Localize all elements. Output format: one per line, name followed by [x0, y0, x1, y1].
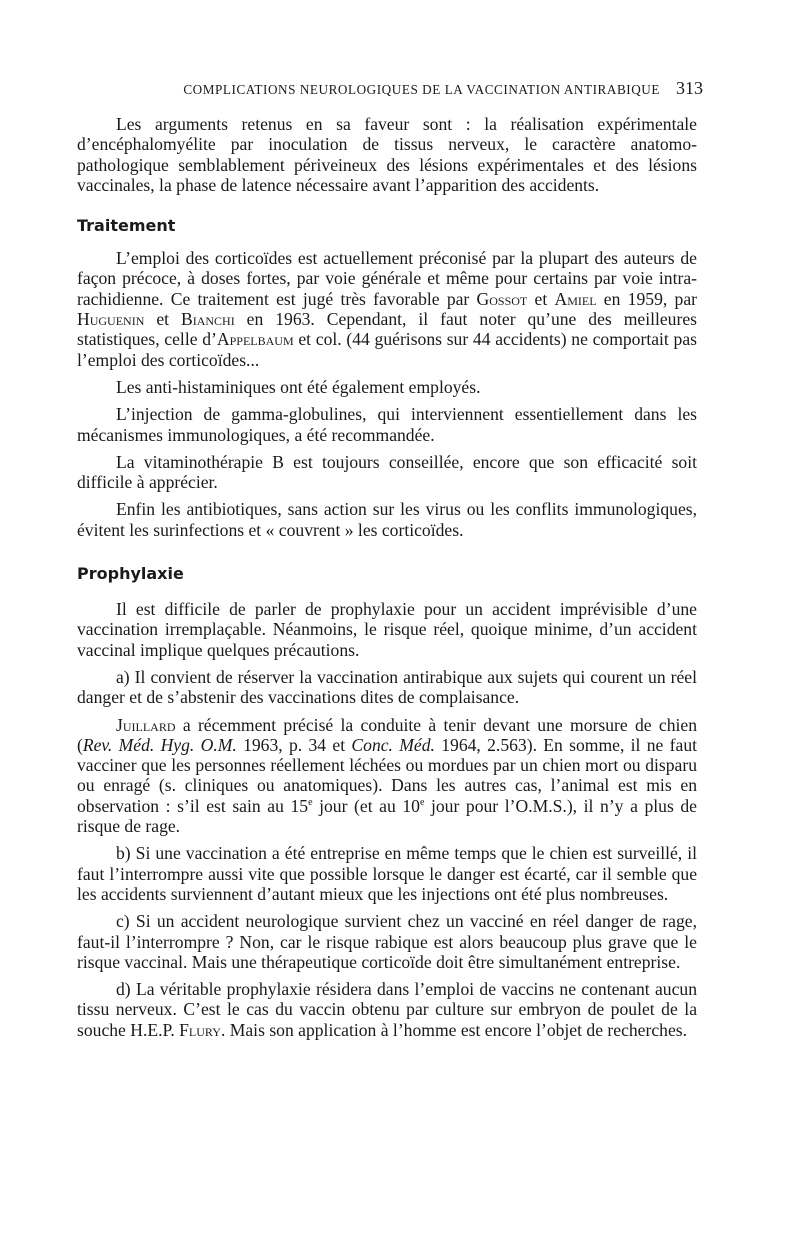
author-amiel: Amiel [554, 288, 597, 309]
page-header [0, 78, 703, 99]
text-run: jour (et au 10 [312, 795, 420, 816]
text-run: . Mais son application à l’homme est encore l’objet de recherches. [220, 1019, 688, 1040]
intro-paragraph: Les arguments retenus en sa faveur sont : la réalisation expérimentale d’encéphalomyélite par inoculation de tissus nerveux, le caractère anatomo-pathologique semblablement périveineux des lésions expérimentales et des lésions vaccinales, la phase de latence nécessaire avant l’apparition des accidents. [77, 114, 697, 195]
text-run: a récemment précisé la conduite à tenir devant une morsure de chien ( [77, 714, 697, 755]
author-huguenin: Huguenin [77, 309, 145, 330]
text-run: en 1963. Cependant, il faut noter qu’une des meilleures statistiques, celle d’ [77, 309, 697, 350]
text-run: et [527, 288, 555, 309]
author-flury: Flury [179, 1019, 221, 1040]
section-heading-prophylaxie: Prophylaxie [77, 564, 184, 584]
text-run: et col. (44 guérisons sur 44 accidents) ne comportait pas l’emploi des corticoïdes... [77, 329, 697, 370]
reference-conc-med: Conc. Méd. [351, 734, 435, 755]
author-gossot: Gossot [476, 288, 528, 309]
prophylaxie-paragraph-1: Il est difficile de parler de prophylaxie pour un accident imprévisible d’une vaccination irremplaçable. Néanmoins, le risque réel, quoique minime, d’un accident vaccinal implique quelques précautions. [77, 599, 697, 660]
prophylaxie-paragraph-juillard [77, 715, 697, 837]
text-run: en 1959, par [596, 288, 697, 309]
traitement-paragraph-3: L’injection de gamma-globulines, qui interviennent essentiellement dans les mécanismes immunologiques, a été recommandée. [77, 404, 697, 445]
author-juillard: Juillard [116, 714, 176, 735]
traitement-paragraph-4: La vitaminothérapie B est toujours conseillée, encore que son efficacité soit difficile à apprécier. [77, 451, 697, 493]
prophylaxie-paragraph-a: a) Il convient de réserver la vaccination antirabique aux sujets qui courent un réel danger et de s’abstenir des vaccinations dites de complaisance. [77, 666, 697, 708]
text-run: d) La véritable prophylaxie résidera dans l’emploi de vaccins ne contenant aucun tissu nerveux. C’est le cas du vaccin obtenu par culture sur embryon de poulet de la souche H.E.P. [77, 979, 697, 1040]
superscript: e [308, 796, 313, 808]
text-run: L’emploi des corticoïdes est actuellement préconisé par la plupart des auteurs de façon précoce, à doses fortes, par voie générale et même pour certains par voie intra-rachidienne. Ce traitement est jugé très favorable par [77, 248, 697, 309]
prophylaxie-paragraph-b: b) Si une vaccination a été entreprise en même temps que le chien est surveillé, il faut l’interrompre aussi vite que possible lorsque le danger est écarté, car il semble que les accidents surviennent d’autant mieux que les injections ont été plus nombreuses. [77, 843, 697, 904]
text-run: et [144, 309, 181, 330]
page-number: 313 [676, 78, 703, 98]
page-body [77, 114, 697, 1047]
running-title: COMPLICATIONS NEUROLOGIQUES DE LA VACCINATION ANTIRABIQUE [183, 82, 660, 97]
text-run: jour pour l’O.M.S.), il n’y a plus de risque de rage. [77, 795, 697, 837]
traitement-paragraph-1 [77, 248, 697, 370]
traitement-paragraph-5: Enfin les antibiotiques, sans action sur les virus ou les conflits immunologiques, évitent les surinfections et « couvrent » les corticoïdes. [77, 499, 697, 540]
reference-rev-med-hyg: Rev. Méd. Hyg. O.M. [82, 734, 237, 755]
author-appelbaum: Appelbaum [216, 329, 294, 350]
prophylaxie-paragraph-d [77, 979, 697, 1040]
traitement-paragraph-2: Les anti-histaminiques ont été également employés. [116, 376, 481, 397]
superscript: e [419, 796, 425, 808]
text-run: 1964, 2.563). En somme, il ne faut vacciner que les personnes réellement léchées ou mordues par un chien mort ou disparu ou enragé (s. cliniques ou anatomiques). Dans les autres cas, l’animal est mis en observation : s’il est sain au 15 [77, 734, 698, 816]
prophylaxie-paragraph-c: c) Si un accident neurologique survient chez un vacciné en réel danger de rage, faut-il l’interrompre ? Non, car le risque rabique est alors beaucoup plus grave que le risque vaccinal. Mais une thérapeutique corticoïde doit être simultanément entreprise. [77, 911, 697, 972]
section-heading-traitement: Traitement [77, 216, 176, 236]
text-run: 1963, p. 34 et [236, 734, 352, 755]
author-bianchi: Bianchi [180, 309, 235, 330]
